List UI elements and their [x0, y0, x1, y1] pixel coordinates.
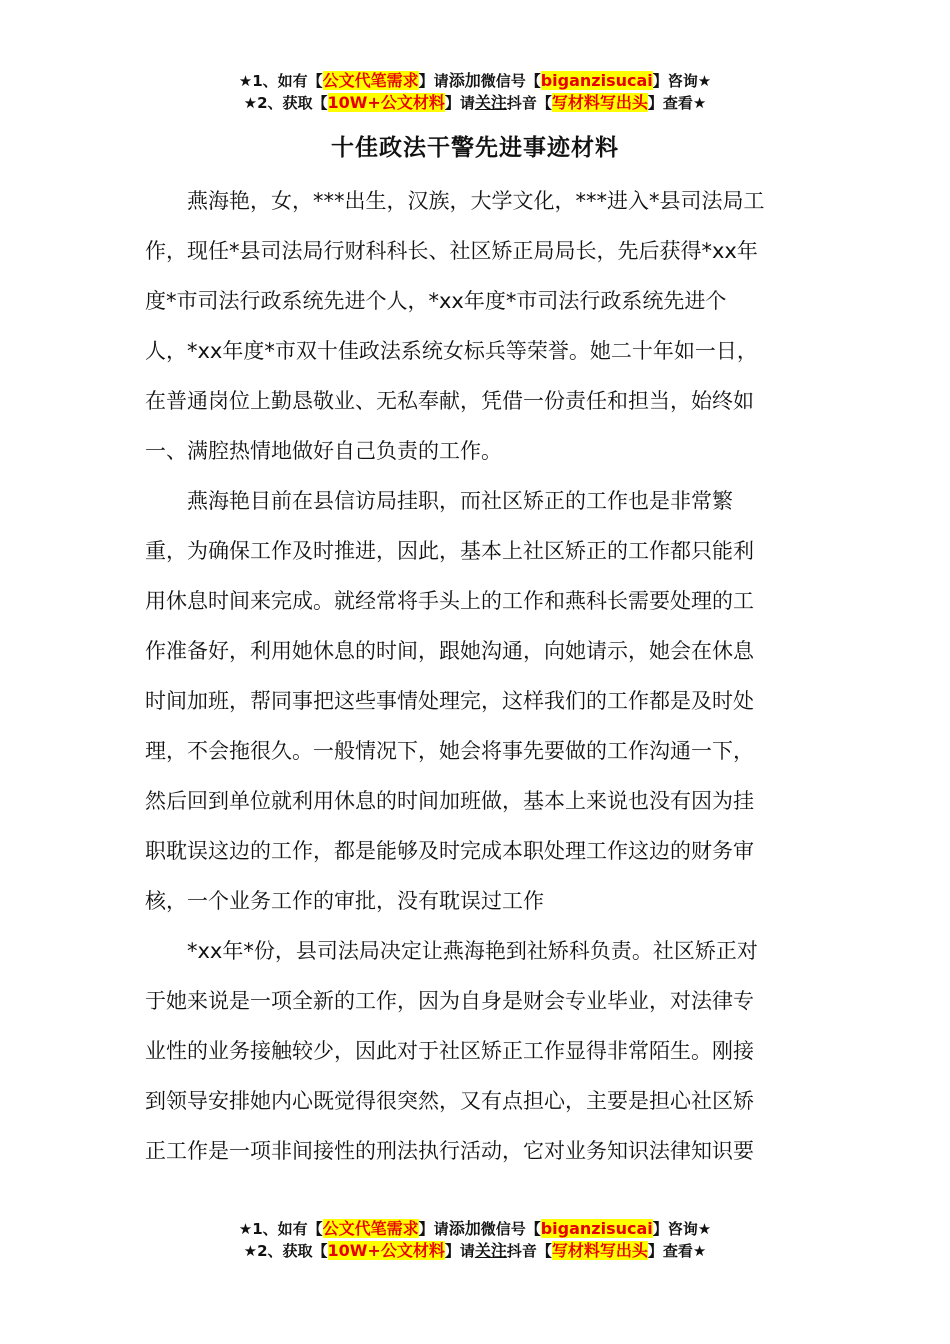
promo-highlight: 10W+公文材料 [327, 93, 445, 112]
paragraph-line: 然后回到单位就利用休息的时间加班做，基本上来说也没有因为挂 [145, 789, 754, 813]
promo-text: 】咨询★ [652, 72, 712, 90]
promo-text: 】查看★ [647, 94, 707, 112]
paragraph [145, 476, 805, 926]
promo-emphasis: 关注 [474, 1241, 507, 1260]
promo-emphasis: 添加 [448, 1219, 481, 1238]
promo-highlight: 公文代笔需求 [322, 1219, 419, 1238]
promo-text: 】请 [444, 1242, 475, 1260]
promo-line-2 [0, 1240, 950, 1262]
paragraph [145, 926, 805, 1176]
paragraph-line: 到领导安排她内心既觉得很突然，又有点担心，主要是担心社区矫 [145, 1089, 754, 1113]
wechat-id: biganzisucai [540, 1219, 653, 1238]
promo-text: ★1、如有【 [238, 72, 323, 90]
paragraph-line: 燕海艳目前在县信访局挂职，而社区矫正的工作也是非常繁 [187, 489, 733, 513]
promo-banner-bottom [0, 1218, 950, 1262]
paragraph-line: 职耽误这边的工作，都是能够及时完成本职处理工作这边的财务审 [145, 839, 754, 863]
promo-text: 】查看★ [647, 1242, 707, 1260]
promo-emphasis: 添加 [448, 71, 481, 90]
promo-text: ★2、获取【 [243, 94, 328, 112]
promo-highlight: 10W+公文材料 [327, 1241, 445, 1260]
wechat-id: biganzisucai [540, 71, 653, 90]
promo-line-1 [0, 70, 950, 92]
document-title: 十佳政法干警先进事迹材料 [331, 135, 619, 161]
paragraph-line: 度*市司法行政系统先进个人，*xx年度*市司法行政系统先进个 [145, 289, 727, 313]
promo-text: 】请 [444, 94, 475, 112]
paragraph-line: 一、满腔热情地做好自己负责的工作。 [145, 439, 502, 463]
promo-emphasis: 关注 [474, 93, 507, 112]
promo-banner-top [0, 70, 950, 114]
paragraph-line: 时间加班，帮同事把这些事情处理完，这样我们的工作都是及时处 [145, 689, 754, 713]
promo-text: 微信号【 [480, 72, 541, 90]
promo-text: 抖音【 [506, 94, 552, 112]
paragraph-line: *xx年*份，县司法局决定让燕海艳到社矫科负责。社区矫正对 [187, 939, 758, 963]
paragraph-line: 作准备好，利用她休息的时间，跟她沟通，向她请示，她会在休息 [145, 639, 754, 663]
paragraph-line: 业性的业务接触较少，因此对于社区矫正工作显得非常陌生。刚接 [145, 1039, 754, 1063]
promo-text: 】咨询★ [652, 1220, 712, 1238]
douyin-account: 写材料写出头 [551, 1241, 648, 1260]
paragraph-line: 在普通岗位上勤恳敬业、无私奉献，凭借一份责任和担当，始终如 [145, 389, 754, 413]
paragraph-line: 正工作是一项非间接性的刑法执行活动，它对业务知识法律知识要 [145, 1139, 754, 1163]
document-body [145, 176, 805, 1176]
paragraph-line: 用休息时间来完成。就经常将手头上的工作和燕科长需要处理的工 [145, 589, 754, 613]
promo-line-1 [0, 1218, 950, 1240]
douyin-account: 写材料写出头 [551, 93, 648, 112]
paragraph-line: 作，现任*县司法局行财科科长、社区矫正局局长，先后获得*xx年 [145, 239, 758, 263]
paragraph [145, 176, 805, 476]
paragraph-line: 重，为确保工作及时推进，因此，基本上社区矫正的工作都只能利 [145, 539, 754, 563]
paragraph-line: 理，不会拖很久。一般情况下，她会将事先要做的工作沟通一下， [145, 739, 754, 763]
promo-text: 微信号【 [480, 1220, 541, 1238]
paragraph-line: 核，一个业务工作的审批，没有耽误过工作 [145, 889, 544, 913]
promo-text: 】请 [418, 72, 449, 90]
promo-line-2 [0, 92, 950, 114]
paragraph-line: 燕海艳，女，***出生，汉族，大学文化，***进入*县司法局工 [187, 189, 765, 213]
promo-text: 】请 [418, 1220, 449, 1238]
promo-highlight: 公文代笔需求 [322, 71, 419, 90]
paragraph-line: 于她来说是一项全新的工作，因为自身是财会专业毕业，对法律专 [145, 989, 754, 1013]
promo-text: ★2、获取【 [243, 1242, 328, 1260]
promo-text: 抖音【 [506, 1242, 552, 1260]
promo-text: ★1、如有【 [238, 1220, 323, 1238]
paragraph-line: 人，*xx年度*市双十佳政法系统女标兵等荣誉。她二十年如一日， [145, 339, 758, 363]
